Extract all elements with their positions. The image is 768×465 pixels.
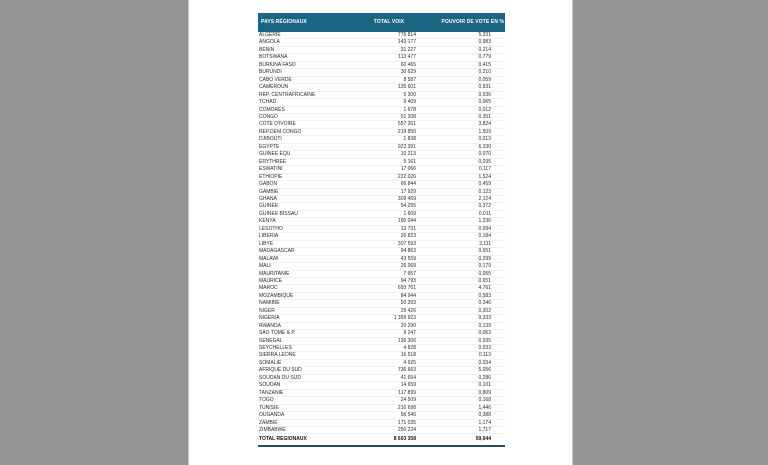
table-row bbox=[258, 195, 505, 202]
cell-vote-power: 0,651 bbox=[419, 277, 505, 284]
cell-country: MAROC bbox=[258, 285, 359, 292]
cell-total-voix: 51 208 bbox=[359, 113, 419, 120]
cell-vote-power: 1,174 bbox=[419, 419, 505, 426]
document-page bbox=[188, 0, 573, 465]
cell-country: MOZAMBIQUE bbox=[258, 292, 359, 299]
cell-total-voix: 29 426 bbox=[359, 307, 419, 314]
cell-total-voix: 84 944 bbox=[359, 292, 419, 299]
cell-total-voix: 9 409 bbox=[359, 99, 419, 106]
table-row bbox=[258, 188, 505, 195]
cell-country: CABO VERDE bbox=[258, 76, 359, 83]
cell-total-voix: 776 814 bbox=[359, 32, 419, 39]
cell-country: LESOTHO bbox=[258, 225, 359, 232]
table-row bbox=[258, 427, 505, 434]
cell-total-voix: 26 069 bbox=[359, 263, 419, 270]
cell-vote-power: 0,779 bbox=[419, 54, 505, 61]
table-row bbox=[258, 173, 505, 180]
cell-vote-power: 5,056 bbox=[419, 367, 505, 374]
cell-vote-power: 0,346 bbox=[419, 300, 505, 307]
header-pays-regionaux: PAYS RÉGIONAUX bbox=[261, 19, 307, 25]
cell-total-voix: 210 698 bbox=[359, 404, 419, 411]
table-row bbox=[258, 285, 505, 292]
cell-country: ALGÉRIE bbox=[258, 32, 359, 39]
table-row bbox=[258, 46, 505, 53]
cell-vote-power: 3,824 bbox=[419, 121, 505, 128]
cell-total-voix: 922 391 bbox=[359, 143, 419, 150]
cell-total-voix: 13 731 bbox=[359, 225, 419, 232]
cell-country: CONGO bbox=[258, 113, 359, 120]
cell-country: MALAWI bbox=[258, 255, 359, 262]
cell-vote-power: 0,013 bbox=[419, 136, 505, 143]
cell-vote-power: 0,036 bbox=[419, 91, 505, 98]
table-row bbox=[258, 136, 505, 143]
cell-vote-power: 0,033 bbox=[419, 345, 505, 352]
cell-total-voix: 20 290 bbox=[359, 322, 419, 329]
cell-country: COTE D'IVOIRE bbox=[258, 121, 359, 128]
table-row bbox=[258, 91, 505, 98]
cell-total-voix: 24 509 bbox=[359, 397, 419, 404]
cell-vote-power: 0,101 bbox=[419, 382, 505, 389]
cell-vote-power: 0,583 bbox=[419, 292, 505, 299]
table-row bbox=[258, 210, 505, 217]
cell-vote-power: 6,330 bbox=[419, 143, 505, 150]
cell-vote-power: 0,055 bbox=[419, 270, 505, 277]
cell-vote-power: 0,286 bbox=[419, 374, 505, 381]
cell-vote-power: 0,059 bbox=[419, 76, 505, 83]
cell-total-voix: 10 213 bbox=[359, 151, 419, 158]
cell-country: ANGOLA bbox=[258, 39, 359, 46]
cell-vote-power: 0,184 bbox=[419, 233, 505, 240]
cell-vote-power: 0,651 bbox=[419, 248, 505, 255]
cell-vote-power: 1,446 bbox=[419, 404, 505, 411]
table-row bbox=[258, 367, 505, 374]
cell-country: RWANDA bbox=[258, 322, 359, 329]
table-row bbox=[258, 54, 505, 61]
table-row bbox=[258, 345, 505, 352]
total-power-value: 59,044 bbox=[419, 434, 505, 446]
cell-vote-power: 0,113 bbox=[419, 352, 505, 359]
cell-country: AFRIQUE DU SUD bbox=[258, 367, 359, 374]
cell-total-voix: 56 546 bbox=[359, 412, 419, 419]
cell-total-voix: 8 587 bbox=[359, 76, 419, 83]
cell-country: SIERRA LEONE bbox=[258, 352, 359, 359]
cell-country: SOMALIE bbox=[258, 359, 359, 366]
cell-total-voix: 26 823 bbox=[359, 233, 419, 240]
cell-total-voix: 4 925 bbox=[359, 359, 419, 366]
cell-total-voix: 250 234 bbox=[359, 427, 419, 434]
cell-country: KENYA bbox=[258, 218, 359, 225]
cell-total-voix: 31 227 bbox=[359, 46, 419, 53]
cell-vote-power: 0,809 bbox=[419, 389, 505, 396]
regional-votes-table bbox=[258, 13, 505, 447]
table-row bbox=[258, 352, 505, 359]
cell-country: TCHAD bbox=[258, 99, 359, 106]
table-body bbox=[258, 32, 505, 434]
cell-vote-power: 0,011 bbox=[419, 210, 505, 217]
cell-total-voix: 4 828 bbox=[359, 345, 419, 352]
cell-country: LIBÉRIA bbox=[258, 233, 359, 240]
cell-country: ÉTHIOPIE bbox=[258, 173, 359, 180]
cell-total-voix: 30 629 bbox=[359, 69, 419, 76]
cell-total-voix: 557 261 bbox=[359, 121, 419, 128]
table-row bbox=[258, 307, 505, 314]
table-row bbox=[258, 128, 505, 135]
cell-vote-power: 0,459 bbox=[419, 181, 505, 188]
table-row bbox=[258, 84, 505, 91]
cell-country: GUINÉE bbox=[258, 203, 359, 210]
cell-vote-power: 0,214 bbox=[419, 46, 505, 53]
cell-total-voix: 1 359 923 bbox=[359, 315, 419, 322]
table-row bbox=[258, 337, 505, 344]
cell-country: SOUDAN bbox=[258, 382, 359, 389]
table-row bbox=[258, 121, 505, 128]
table-row bbox=[258, 263, 505, 270]
cell-country: BURKINA FASO bbox=[258, 61, 359, 68]
cell-country: BURUNDI bbox=[258, 69, 359, 76]
cell-total-voix: 16 518 bbox=[359, 352, 419, 359]
cell-country: TANZANIE bbox=[258, 389, 359, 396]
table-row bbox=[258, 76, 505, 83]
table-footer bbox=[258, 434, 505, 446]
cell-vote-power: 0,035 bbox=[419, 158, 505, 165]
cell-total-voix: 222 026 bbox=[359, 173, 419, 180]
cell-total-voix: 17 929 bbox=[359, 188, 419, 195]
cell-total-voix: 5 300 bbox=[359, 91, 419, 98]
cell-vote-power: 0,372 bbox=[419, 203, 505, 210]
table-row bbox=[258, 240, 505, 247]
table-row bbox=[258, 419, 505, 426]
cell-country: ZIMBABWE bbox=[258, 427, 359, 434]
table-row bbox=[258, 397, 505, 404]
table-row bbox=[258, 412, 505, 419]
table-row bbox=[258, 181, 505, 188]
cell-vote-power: 0,063 bbox=[419, 330, 505, 337]
cell-total-voix: 180 044 bbox=[359, 218, 419, 225]
cell-total-voix: 1 609 bbox=[359, 210, 419, 217]
cell-country: SAO TOMÉ & P. bbox=[258, 330, 359, 337]
cell-country: REP.DEM.CONGO bbox=[258, 128, 359, 135]
table-row bbox=[258, 233, 505, 240]
cell-country: COMORES bbox=[258, 106, 359, 113]
table-row bbox=[258, 270, 505, 277]
cell-vote-power: 1,236 bbox=[419, 218, 505, 225]
cell-total-voix: 309 459 bbox=[359, 195, 419, 202]
cell-country: SEYCHELLES bbox=[258, 345, 359, 352]
cell-total-voix: 113 477 bbox=[359, 54, 419, 61]
cell-total-voix: 54 255 bbox=[359, 203, 419, 210]
cell-total-voix: 307 593 bbox=[359, 240, 419, 247]
table-row bbox=[258, 69, 505, 76]
cell-country: REP. CENTRAFRICAINE bbox=[258, 91, 359, 98]
cell-total-voix: 50 393 bbox=[359, 300, 419, 307]
cell-vote-power: 0,983 bbox=[419, 39, 505, 46]
cell-total-voix: 219 850 bbox=[359, 128, 419, 135]
cell-vote-power: 0,139 bbox=[419, 322, 505, 329]
cell-vote-power: 1,509 bbox=[419, 128, 505, 135]
cell-vote-power: 9,333 bbox=[419, 315, 505, 322]
table-row bbox=[258, 300, 505, 307]
total-row bbox=[258, 434, 505, 446]
table-row bbox=[258, 225, 505, 232]
cell-country: LIBYE bbox=[258, 240, 359, 247]
cell-vote-power: 0,094 bbox=[419, 225, 505, 232]
cell-country: MADAGASCAR bbox=[258, 248, 359, 255]
total-label: TOTAL REGIONAUX bbox=[258, 434, 359, 446]
cell-vote-power: 0,299 bbox=[419, 255, 505, 262]
table-row bbox=[258, 315, 505, 322]
cell-total-voix: 136 306 bbox=[359, 337, 419, 344]
cell-total-voix: 14 659 bbox=[359, 382, 419, 389]
cell-vote-power: 0,351 bbox=[419, 113, 505, 120]
table-row bbox=[258, 32, 505, 39]
table-row bbox=[258, 61, 505, 68]
cell-country: GAMBIE bbox=[258, 188, 359, 195]
table-row bbox=[258, 113, 505, 120]
cell-country: SOUDAN DU SUD bbox=[258, 374, 359, 381]
cell-country: MALI bbox=[258, 263, 359, 270]
cell-country: ZAMBIE bbox=[258, 419, 359, 426]
cell-vote-power: 0,012 bbox=[419, 106, 505, 113]
table-row bbox=[258, 292, 505, 299]
cell-total-voix: 171 035 bbox=[359, 419, 419, 426]
table-row bbox=[258, 322, 505, 329]
cell-vote-power: 0,117 bbox=[419, 166, 505, 173]
table-row bbox=[258, 99, 505, 106]
cell-country: ESWATINI bbox=[258, 166, 359, 173]
cell-vote-power: 0,415 bbox=[419, 61, 505, 68]
cell-total-voix: 1 678 bbox=[359, 106, 419, 113]
cell-total-voix: 43 559 bbox=[359, 255, 419, 262]
table-row bbox=[258, 374, 505, 381]
cell-total-voix: 66 844 bbox=[359, 181, 419, 188]
cell-country: DJIBOUTI bbox=[258, 136, 359, 143]
cell-vote-power: 0,070 bbox=[419, 151, 505, 158]
cell-country: GUINÉE BISSAU bbox=[258, 210, 359, 217]
cell-total-voix: 5 161 bbox=[359, 158, 419, 165]
cell-vote-power: 0,034 bbox=[419, 359, 505, 366]
cell-total-voix: 94 863 bbox=[359, 248, 419, 255]
cell-vote-power: 0,931 bbox=[419, 84, 505, 91]
cell-country: MAURITANIE bbox=[258, 270, 359, 277]
table-row bbox=[258, 255, 505, 262]
table-row bbox=[258, 218, 505, 225]
cell-vote-power: 0,202 bbox=[419, 307, 505, 314]
cell-country: ÉGYPTE bbox=[258, 143, 359, 150]
cell-vote-power: 0,168 bbox=[419, 397, 505, 404]
table-header bbox=[258, 13, 505, 32]
cell-total-voix: 60 465 bbox=[359, 61, 419, 68]
cell-total-voix: 135 601 bbox=[359, 84, 419, 91]
cell-vote-power: 0,179 bbox=[419, 263, 505, 270]
cell-total-voix: 94 793 bbox=[359, 277, 419, 284]
cell-vote-power: 0,935 bbox=[419, 337, 505, 344]
cell-country: OUGANDA bbox=[258, 412, 359, 419]
table-row bbox=[258, 277, 505, 284]
cell-vote-power: 0,388 bbox=[419, 412, 505, 419]
cell-country: ÉRYTHRÉE bbox=[258, 158, 359, 165]
cell-country: SÉNÉGAL bbox=[258, 337, 359, 344]
cell-total-voix: 736 663 bbox=[359, 367, 419, 374]
cell-total-voix: 7 957 bbox=[359, 270, 419, 277]
cell-country: GUINÉE EQU. bbox=[258, 151, 359, 158]
table-row bbox=[258, 166, 505, 173]
cell-vote-power: 0,065 bbox=[419, 99, 505, 106]
table-row bbox=[258, 330, 505, 337]
cell-country: NIGÉRIA bbox=[258, 315, 359, 322]
table-row bbox=[258, 382, 505, 389]
total-voix-value: 8 603 358 bbox=[359, 434, 419, 446]
table-row bbox=[258, 203, 505, 210]
cell-country: TOGO bbox=[258, 397, 359, 404]
cell-vote-power: 1,524 bbox=[419, 173, 505, 180]
table-row bbox=[258, 106, 505, 113]
cell-country: MAURICE bbox=[258, 277, 359, 284]
header-total-voix: TOTAL VOIX bbox=[373, 19, 405, 25]
table-row bbox=[258, 404, 505, 411]
table-row bbox=[258, 158, 505, 165]
cell-country: NAMIBIE bbox=[258, 300, 359, 307]
cell-country: BOTSWANA bbox=[258, 54, 359, 61]
cell-vote-power: 1,717 bbox=[419, 427, 505, 434]
cell-total-voix: 117 899 bbox=[359, 389, 419, 396]
cell-country: BÉNIN bbox=[258, 46, 359, 53]
cell-vote-power: 5,331 bbox=[419, 32, 505, 39]
cell-total-voix: 41 654 bbox=[359, 374, 419, 381]
table-row bbox=[258, 248, 505, 255]
cell-country: CAMEROUN bbox=[258, 84, 359, 91]
cell-country: TUNISIE bbox=[258, 404, 359, 411]
cell-total-voix: 1 838 bbox=[359, 136, 419, 143]
cell-vote-power: 2,124 bbox=[419, 195, 505, 202]
cell-vote-power: 4,761 bbox=[419, 285, 505, 292]
cell-total-voix: 17 066 bbox=[359, 166, 419, 173]
cell-vote-power: 0,123 bbox=[419, 188, 505, 195]
cell-country: GHANA bbox=[258, 195, 359, 202]
table-row bbox=[258, 389, 505, 396]
table-row bbox=[258, 39, 505, 46]
cell-total-voix: 693 761 bbox=[359, 285, 419, 292]
cell-vote-power: 0,210 bbox=[419, 69, 505, 76]
cell-country: GABON bbox=[258, 181, 359, 188]
cell-total-voix: 9 247 bbox=[359, 330, 419, 337]
header-pouvoir-de-vote: POUVOIR DE VOTE EN % bbox=[441, 19, 504, 25]
cell-vote-power: 2,111 bbox=[419, 240, 505, 247]
cell-total-voix: 143 177 bbox=[359, 39, 419, 46]
cell-country: NIGER bbox=[258, 307, 359, 314]
table-row bbox=[258, 143, 505, 150]
table-row bbox=[258, 151, 505, 158]
table-row bbox=[258, 359, 505, 366]
